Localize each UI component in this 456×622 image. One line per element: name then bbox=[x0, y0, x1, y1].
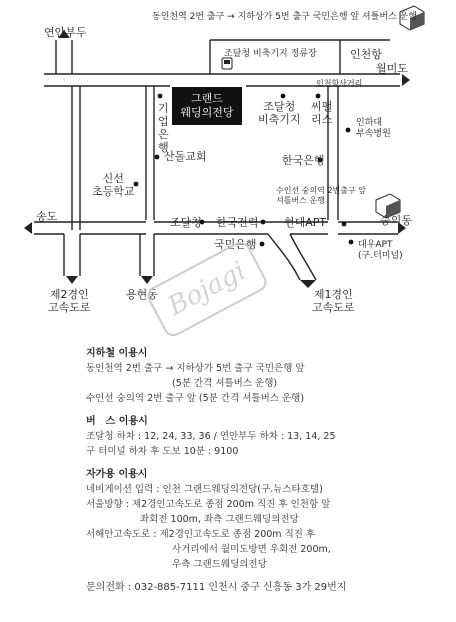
label-daewoo-apt: 대우APT (구.터미널) bbox=[358, 240, 403, 261]
road-highway2 bbox=[64, 234, 80, 276]
bus-title: 버 스 이용시 bbox=[86, 416, 148, 427]
arrow-down-yonghyeon bbox=[141, 276, 153, 284]
top-shuttle-note: 동인천역 2번 출구 → 지하상가 5번 출구 국민은행 앞 셔틀버스 운행 bbox=[152, 12, 417, 22]
arrow-left-songdo bbox=[24, 222, 32, 234]
label-jodal: 조달청 bbox=[170, 216, 202, 229]
label-sandol-church: 산돌교회 bbox=[164, 150, 207, 163]
bus-section bbox=[86, 414, 446, 459]
dot-daewoo bbox=[349, 240, 354, 245]
dot-sipaelis bbox=[316, 94, 321, 99]
arrow-down-highway2 bbox=[66, 276, 78, 284]
subway-line1: 동인천역 2번 출구 → 지하상가 5번 출구 국민은행 앞 bbox=[86, 363, 305, 374]
label-wolmido: 월미도 bbox=[376, 62, 408, 75]
brand-line2: 웨딩의전당 bbox=[180, 106, 234, 119]
road-second bbox=[146, 86, 154, 220]
arrow-down-highway1 bbox=[300, 280, 316, 288]
subway-title: 지하철 이용시 bbox=[86, 348, 148, 359]
car-line4: 서해안고속도로 : 제2경인고속도로 종점 200m 직진 후 bbox=[86, 529, 316, 540]
car-title: 자가용 이용시 bbox=[86, 469, 148, 480]
label-incheon-station: 인천항 bbox=[350, 48, 382, 61]
road-yonghyeon bbox=[140, 234, 154, 276]
label-sipaelis: 씨팰리스 bbox=[311, 100, 333, 126]
label-kiup-bank: 기업은행 bbox=[158, 102, 169, 154]
car-line5: 사거리에서 월미도방면 우회전 200m, bbox=[172, 544, 331, 555]
subway-section bbox=[86, 346, 446, 406]
car-line1: 네비게이션 입력 : 인천 그랜드웨딩의전당(구.뉴스타호텔) bbox=[86, 484, 323, 495]
directions-info bbox=[86, 346, 446, 595]
label-yeonan: 연안부두 bbox=[44, 26, 87, 39]
label-sungui: 숭의동 bbox=[380, 214, 412, 227]
label-highway2: 제2경인 고속도로 bbox=[48, 288, 91, 314]
label-jodal-gichuk: 조달청 비축기지 bbox=[258, 100, 301, 126]
label-kepco: 한국전력 bbox=[216, 216, 259, 229]
label-hyundai-apt: 현대APT bbox=[284, 216, 327, 229]
dot-inha bbox=[346, 128, 351, 133]
label-bus-stop: 조달청 비축기지 정류장 bbox=[224, 49, 317, 59]
car-line2: 서울방향 : 제2경인고속도로 종점 200m 직진 후 인천항 앞 bbox=[86, 499, 331, 510]
label-incheon-hang-road: 인천항사거리 bbox=[316, 79, 363, 88]
bus-line2: 구 터미널 하차 후 도보 10분 : 9100 bbox=[86, 446, 239, 457]
road-left-top bbox=[56, 40, 72, 74]
label-bank-of-korea: 한국은행 bbox=[282, 154, 325, 167]
subway-line2: (5분 간격 셔틀버스 운행) bbox=[172, 378, 278, 389]
subway-line3: 수인선 숭의역 2번 출구 앞 (5분 간격 셔틀버스 운행) bbox=[86, 393, 305, 404]
bus-line1: 조달청 하차 : 12, 24, 33, 36 / 연안부두 하차 : 13, 14, 25 bbox=[86, 431, 336, 442]
dot-kookmin2 bbox=[260, 242, 265, 247]
grand-wedding-hall-marker bbox=[172, 87, 242, 125]
car-line6: 우측 그랜드웨딩의전당 bbox=[172, 559, 267, 570]
label-songdo: 송도 bbox=[36, 210, 58, 223]
label-suin-shuttle-note: 수인선 숭의역 2번출구 앞 셔틀버스 운행 bbox=[276, 186, 366, 205]
bojagi-watermark: Bojagi bbox=[144, 238, 270, 339]
label-inha-hospital: 인하대 부속병원 bbox=[356, 118, 391, 139]
road-left-mid bbox=[72, 86, 80, 230]
label-highway1: 제1경인 고속도로 bbox=[312, 288, 355, 314]
arrow-right-wolmido bbox=[402, 74, 410, 86]
dot-jodal-gichuk bbox=[281, 94, 286, 99]
brand-line1: 그랜드 bbox=[191, 92, 223, 105]
dot-kiup bbox=[158, 94, 163, 99]
car-section bbox=[86, 467, 446, 572]
contact-info: 문의전화 : 032-885-7111 인천시 중구 신흥동 3가 29번지 bbox=[86, 582, 347, 593]
label-sinseon-school: 신선 초등학교 bbox=[92, 172, 135, 198]
dot-kepco bbox=[261, 220, 266, 225]
car-line3: 좌회전 100m, 좌측 그랜드웨딩의전당 bbox=[140, 514, 299, 525]
dot-hyundai bbox=[342, 222, 347, 227]
label-yonghyeon: 용현동 bbox=[126, 288, 158, 301]
label-kookmin-bank: 국민은행 bbox=[214, 238, 257, 251]
road-highway1 bbox=[268, 234, 316, 280]
dot-sandol bbox=[155, 155, 160, 160]
